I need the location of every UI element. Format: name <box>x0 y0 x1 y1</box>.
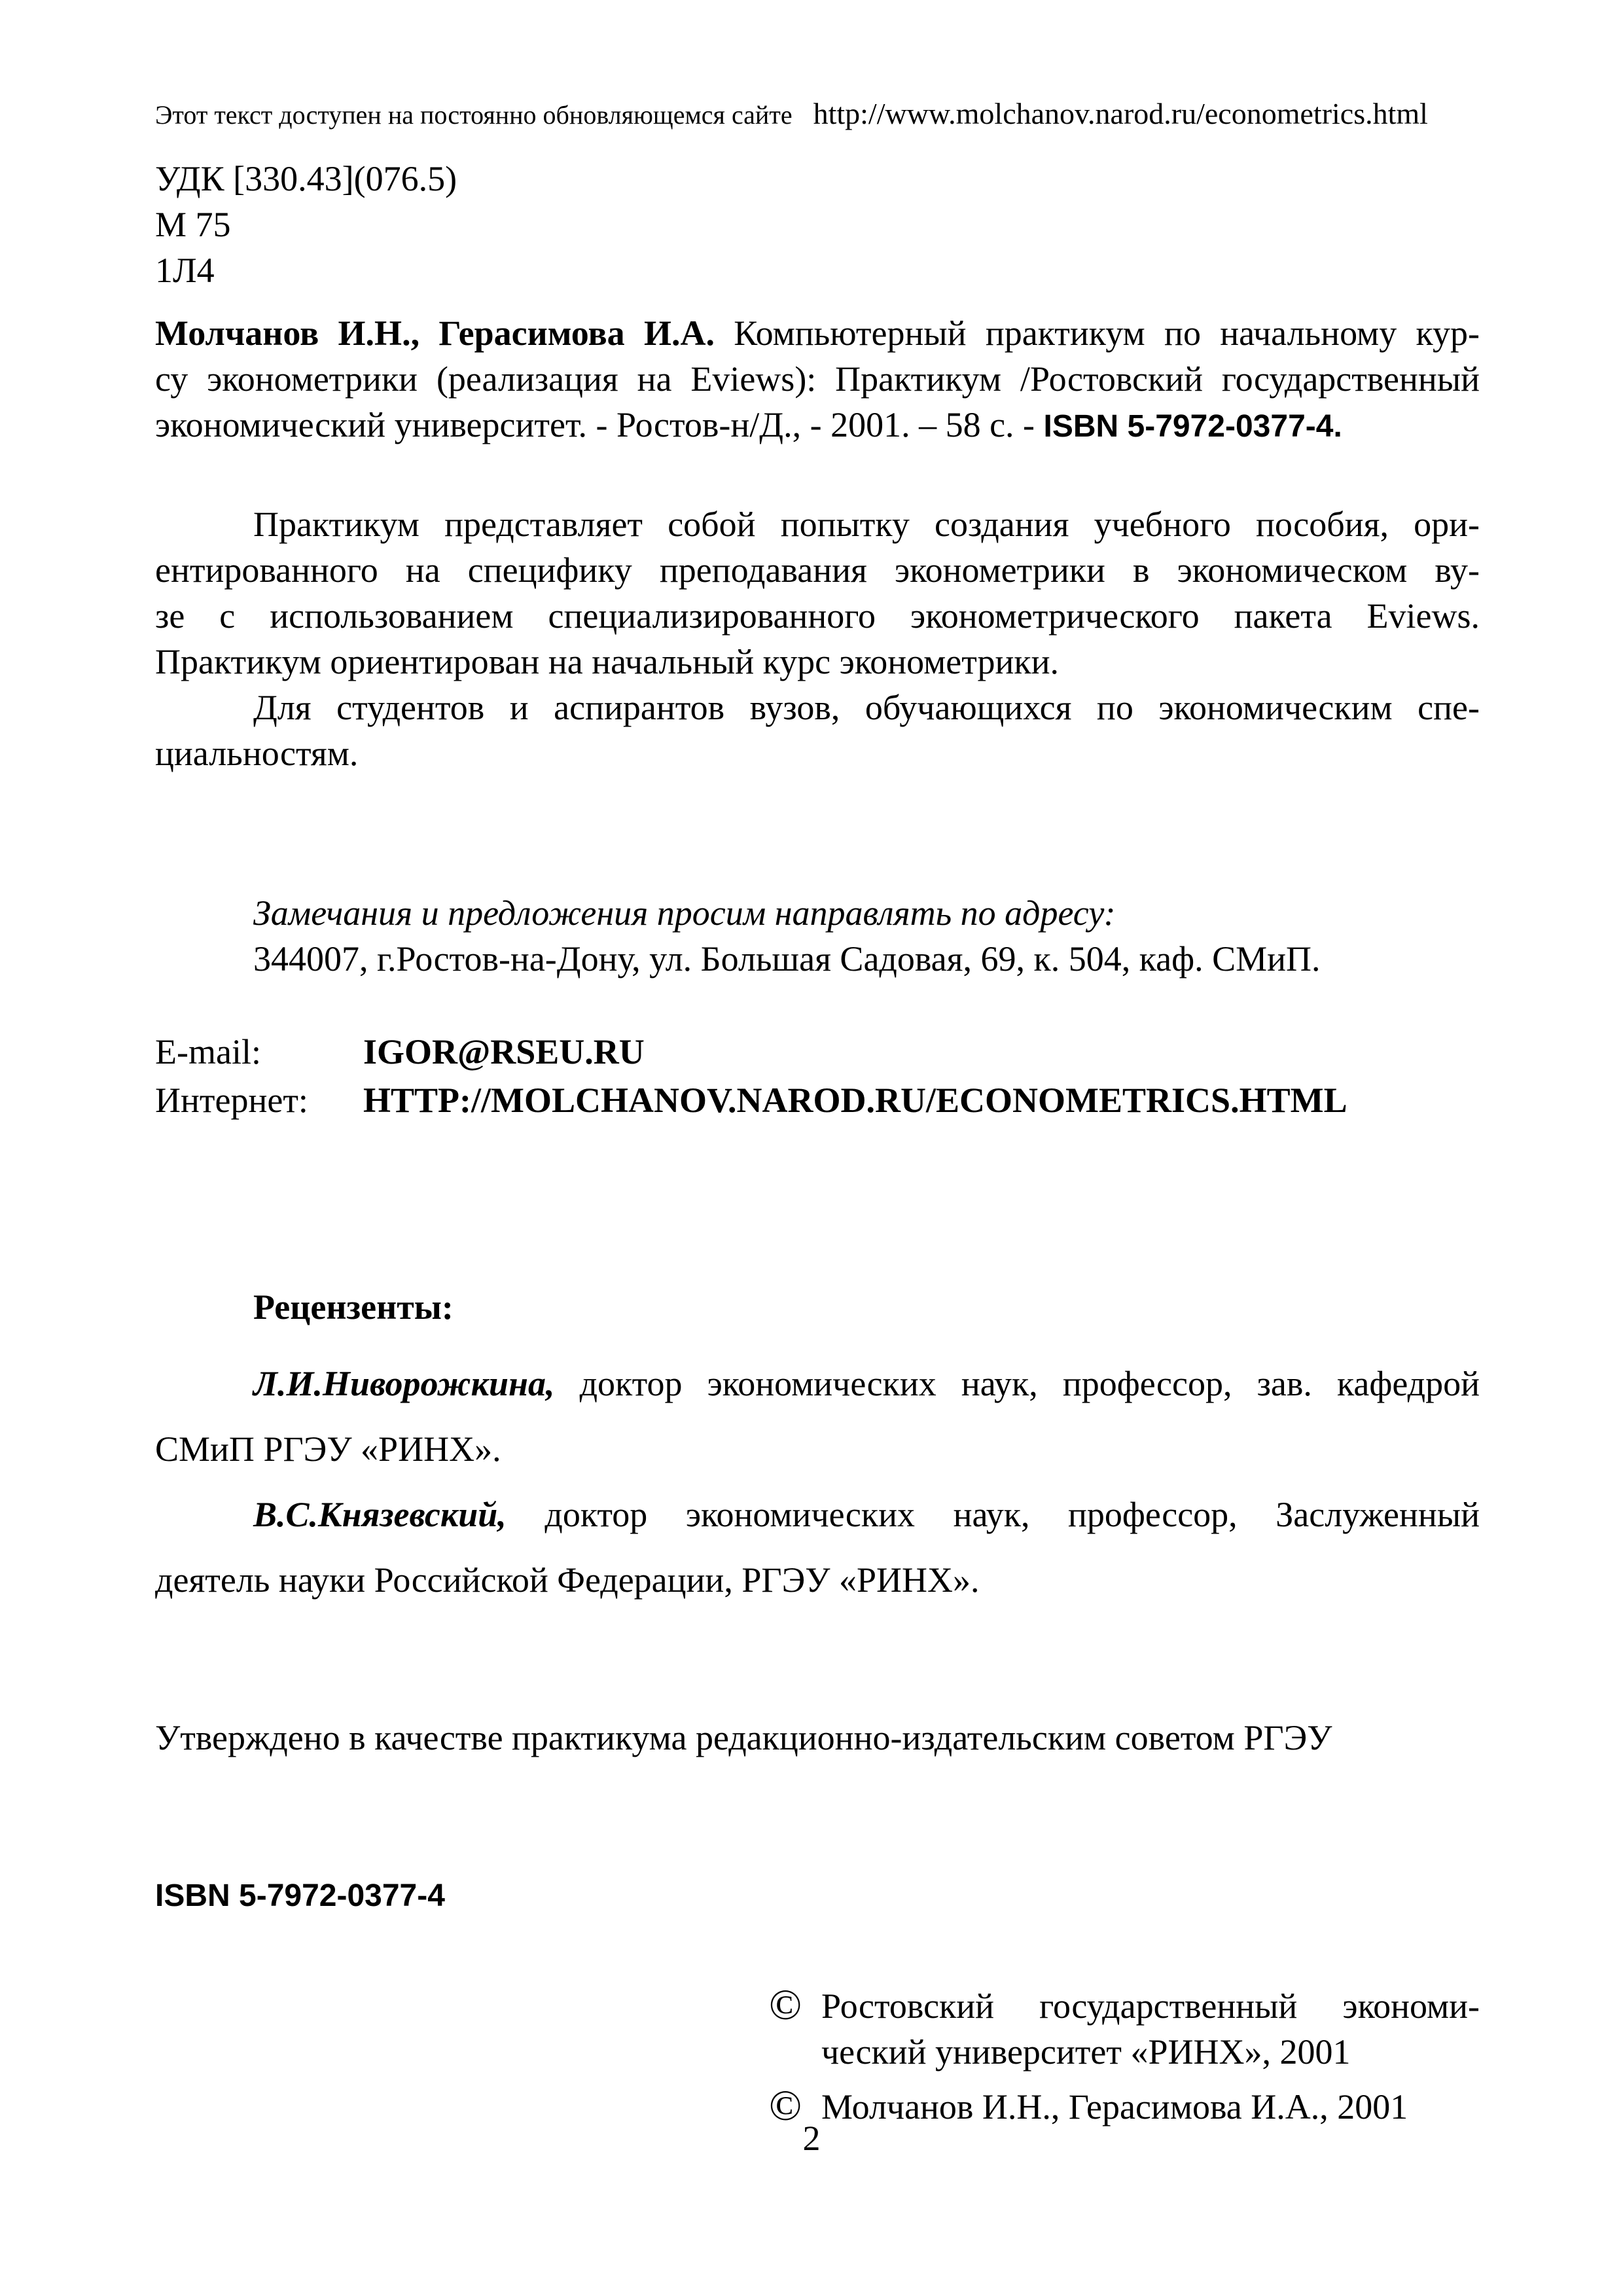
email-link[interactable]: IGOR@RSEU.RU <box>363 1032 645 1071</box>
copyright-1-line-1: © Ростовский государственный экономи- <box>769 1981 1480 2029</box>
bib-isbn: ISBN 5-7972-0377-4. <box>1043 409 1342 444</box>
reviewer-2-name: В.С.Князевский, <box>253 1495 507 1534</box>
catalog-code: 1Л4 <box>155 251 215 290</box>
email-row <box>155 1028 1347 1076</box>
site-header-url: http://www.molchanov.narod.ru/econometrics.html <box>813 97 1428 130</box>
reviewer-1-line-1: Л.И.Ниворожкина, доктор экономических наук, профессор, зав. кафедрой <box>253 1364 1480 1403</box>
annotation <box>155 501 1480 776</box>
copyright-icon: © <box>769 2082 802 2130</box>
copyright-1-line-2: ческий университет «РИНХ», 2001 <box>821 2032 1351 2072</box>
approval-note: Утверждено в качестве практикума редакционно-издательским советом РГЭУ <box>155 1718 1332 1757</box>
index-codes <box>155 156 457 293</box>
isbn-footer: ISBN 5-7972-0377-4 <box>155 1878 445 1913</box>
udk-code: УДК [330.43](076.5) <box>155 159 457 198</box>
bib-line-3: экономический университет. - Ростов-н/Д., - 2001. – 58 с. - ISBN 5-7972-0377-4. <box>155 405 1342 444</box>
copyright-block <box>769 1983 1480 2130</box>
contacts <box>155 1028 1347 1124</box>
contact-prompt: Замечания и предложения просим направлять по адресу: <box>253 893 1116 933</box>
email-label: E-mail: <box>155 1032 261 1071</box>
reviewer-2-line-2: деятель науки Российской Федерации, РГЭУ «РИНХ». <box>155 1560 980 1600</box>
bib-authors: Молчанов И.Н., Герасимова И.А. <box>155 314 715 353</box>
reviewers-heading: Рецензенты: <box>253 1287 454 1327</box>
annotation-line: зе с использованием специализированного эконометрического пакета Eviews. <box>155 596 1480 636</box>
reviewer-1-line-2: СМиП РГЭУ «РИНХ». <box>155 1429 501 1469</box>
web-link[interactable]: HTTP://MOLCHANOV.NAROD.RU/ECONOMETRICS.HTML <box>363 1081 1347 1120</box>
contact-address: 344007, г.Ростов-на-Дону, ул. Большая Садовая, 69, к. 504, каф. СМиП. <box>253 939 1321 978</box>
annotation-line: циальностям. <box>155 734 359 773</box>
annotation-line: ентированного на специфику преподавания эконометрики в экономическом ву- <box>155 550 1480 590</box>
annotation-line: Практикум ориентирован на начальный курс эконометрики. <box>155 642 1060 681</box>
reviewer-2-line-1: В.С.Князевский, доктор экономических наук, профессор, Заслуженный <box>253 1495 1480 1534</box>
annotation-line: Практикум представляет собой попытку создания учебного пособия, ори- <box>253 505 1480 544</box>
web-label: Интернет: <box>155 1081 308 1120</box>
bibliographic-entry <box>155 310 1480 448</box>
annotation-line: Для студентов и аспирантов вузов, обучающихся по экономическим спе- <box>253 688 1480 727</box>
bib-line-2: су эконометрики (реализация на Eviews): Практикум /Ростовский государственный <box>155 359 1480 399</box>
bib-line-1: Молчанов И.Н., Герасимова И.А. Компьютерный практикум по начальному кур- <box>155 314 1480 353</box>
reviewers <box>155 1351 1480 1613</box>
site-header <box>155 93 1477 136</box>
page-number: 2 <box>802 2119 821 2158</box>
copyright-icon: © <box>769 1981 802 2029</box>
site-header-text: Этот текст доступен на постоянно обновляющемся сайте <box>155 100 793 130</box>
author-mark: М 75 <box>155 205 231 244</box>
web-row <box>155 1076 1347 1124</box>
copyright-2: © Молчанов И.Н., Герасимова И.А., 2001 <box>769 2082 1408 2130</box>
reviewer-1-name: Л.И.Ниворожкина, <box>253 1364 555 1403</box>
